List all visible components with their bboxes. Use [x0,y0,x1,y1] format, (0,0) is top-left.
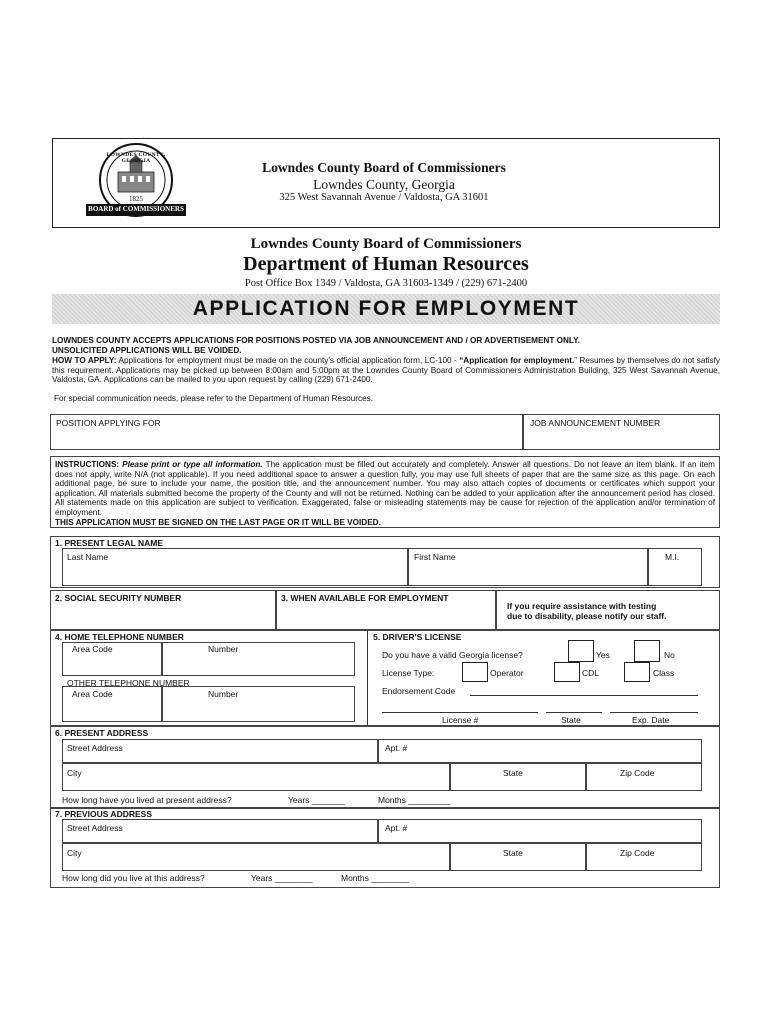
endorsement-line[interactable] [470,695,698,696]
home-area-code-label: Area Code [72,644,113,654]
dept-contact: Post Office Box 1349 / Valdosta, GA 31603-1349 / (229) 671-2400 [244,278,528,289]
letterhead-county: Lowndes County, Georgia [313,177,455,192]
other-number-field[interactable] [162,686,355,722]
present-apt-label: Apt. # [385,743,408,753]
notice-line1: LOWNDES COUNTY ACCEPTS APPLICATIONS FOR POSITIONS POSTED VIA JOB ANNOUNCEMENT AND / OR ADVERTISEMENT ONLY. [52,336,580,345]
instructions-final: THIS APPLICATION MUST BE SIGNED ON THE LAST PAGE OR IT WILL BE VOIDED. [55,517,381,527]
cdl-checkbox[interactable] [554,662,580,682]
previous-years[interactable]: Years ________ [251,873,313,883]
availability-label: 3. WHEN AVAILABLE FOR EMPLOYMENT [281,593,449,603]
license-number-line[interactable] [382,712,538,713]
present-months[interactable]: Months _________ [378,795,451,805]
license-state-label: State [561,715,581,725]
section6-title: 6. PRESENT ADDRESS [55,728,149,738]
seal-year: 1825 [129,195,143,203]
special-needs: For special communication needs, please refer to the Department of Human Resources. [54,394,374,403]
license-number-label: License # [442,715,479,725]
section4-5-divider [367,630,368,726]
section1-title: 1. PRESENT LEGAL NAME [55,538,163,548]
previous-apt-label: Apt. # [385,823,408,833]
present-apt-field[interactable] [378,739,702,763]
dept-org: Lowndes County Board of Commissioners [250,236,522,252]
present-city-label: City [67,768,82,778]
operator-checkbox[interactable] [462,662,488,682]
dept-title: Department of Human Resources [243,253,529,275]
section4-title: 4. HOME TELEPHONE NUMBER [55,632,184,642]
license-exp-line[interactable] [610,712,698,713]
license-no-label: No [664,650,675,660]
how-to-apply [52,356,720,385]
notice-line2: UNSOLICITED APPLICATIONS WILL BE VOIDED. [52,346,242,355]
instructions-italic: Please print or type all information. [122,460,263,469]
county-seal [84,142,188,224]
job-announcement-label: JOB ANNOUNCEMENT NUMBER [530,418,661,428]
instructions-label: INSTRUCTIONS: [55,460,120,469]
class-checkbox[interactable] [624,662,650,682]
instructions-body: The application must be filled out accurately and completely. Answer all questions. Do not leave an item blank. If an item does not apply, write N/A (not applicable). If you need additional space to answer a question fully, you may use full sheets of paper that are the same size as this page. On each additional page, be sure to include your name, the position title, and the announcement number. You may also attach copies of documents or certificates which support your application. All materials submitted become the property of the County and will not be returned. Nothing can be added to your application after the announcement period has closed. All statements made on this application are subject to verification. Exaggerated, false or misleading statements may be cause for rejection of the application and/or termination of employment. [55,460,715,517]
cdl-label: CDL [582,668,600,678]
section7-title: 7. PREVIOUS ADDRESS [55,809,152,819]
present-zip-label: Zip Code [620,768,655,778]
form-title: APPLICATION FOR EMPLOYMENT [192,297,580,320]
class-label: Class [653,668,675,678]
present-state-label: State [503,768,523,778]
previous-street-label: Street Address [67,823,123,833]
present-years[interactable]: Years _______ [288,795,345,805]
present-city-field[interactable] [62,763,450,791]
other-area-code-label: Area Code [72,689,113,699]
ssn-label: 2. SOCIAL SECURITY NUMBER [55,593,182,603]
position-label: POSITION APPLYING FOR [56,418,161,428]
how-to-apply-text1: Applications for employment must be made on the county's official application form, LC-100 - [116,356,460,365]
license-type-label: License Type: [382,668,435,678]
license-yes-label: Yes [596,650,610,660]
previous-zip-label: Zip Code [620,848,655,858]
previous-apt-field[interactable] [378,819,702,843]
previous-howlong-label: How long did you live at this address? [62,873,205,883]
present-howlong-label: How long have you lived at present address? [62,795,232,805]
letterhead-org: Lowndes County Board of Commissioners [262,160,506,175]
other-phone-label: OTHER TELEPHONE NUMBER [67,678,190,688]
license-no-checkbox[interactable] [634,640,660,662]
home-number-field[interactable] [162,642,355,676]
endorsement-label: Endorsement Code [382,686,456,696]
how-to-apply-quote: “Application for employment. [459,356,575,365]
license-state-line[interactable] [546,712,602,713]
seal-top-text: LOWNDES COUNTY, GEORGIA [106,152,166,164]
middle-initial-label: M.I. [665,552,680,562]
present-street-label: Street Address [67,743,123,753]
license-yes-checkbox[interactable] [568,640,594,662]
assistance-line1: If you require assistance with testing [507,601,657,611]
instructions-text [55,460,715,527]
first-name-label: First Name [414,552,456,562]
license-exp-label: Exp. Date [632,715,670,725]
previous-city-label: City [67,848,82,858]
letterhead-address: 325 West Savannah Avenue / Valdosta, GA 31601 [279,192,489,203]
seal-banner: BOARD of COMMISSIONERS [88,205,184,213]
previous-months[interactable]: Months ________ [341,873,410,883]
assistance-line2: due to disability, please notify our staff. [507,611,667,621]
previous-city-field[interactable] [62,843,450,871]
home-number-label: Number [208,644,239,654]
other-number-label: Number [208,689,239,699]
how-to-apply-text2: ” Resumes by themselves do not satisfy this requirement. Applications may be picked up between 8:00am and 5:00pm at the Lowndes County Board of Commissioners Administration Building, 325 West Savannah Avenue, Valdosta, GA. Applications can be mailed to you upon request by calling (229) 671-2400. [52,356,720,385]
last-name-label: Last Name [67,552,109,562]
last-name-field[interactable] [62,548,408,586]
previous-state-label: State [503,848,523,858]
section5-title: 5. DRIVER'S LICENSE [373,632,462,642]
operator-label: Operator [490,668,524,678]
license-question: Do you have a valid Georgia license? [382,650,523,660]
how-to-apply-label: HOW TO APPLY: [52,356,117,365]
